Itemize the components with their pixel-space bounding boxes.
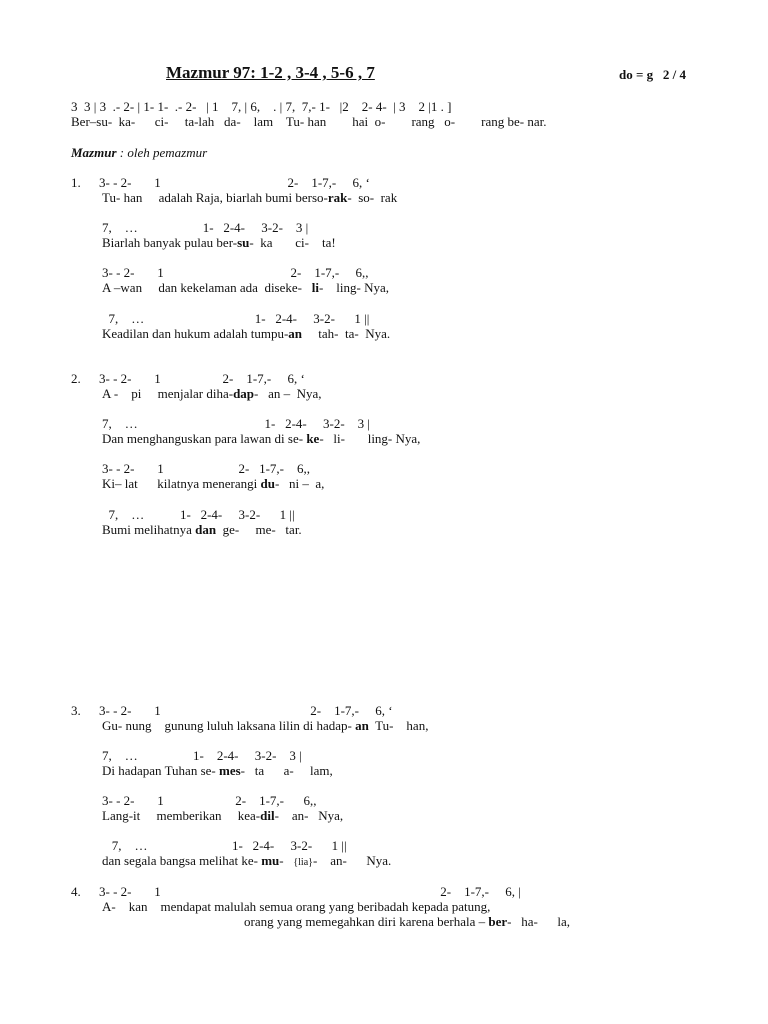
lyric-accent: rak (327, 190, 348, 205)
lyric-text: Biarlah banyak pulau ber- (102, 235, 238, 250)
lyric-accent: mu (261, 853, 280, 868)
verse-lyrics (244, 914, 570, 929)
verse-number: 1. (71, 175, 81, 190)
mazmur-label-bold: Mazmur (71, 145, 117, 160)
refrain-notes: 3 3 | 3 .- 2- | 1- 1- .- 2- | 1 7, | 6, . | 7, 7,- 1- |2 2- 4- | 3 2 |1 . ] (71, 99, 452, 114)
lyric-text: Ki– lat kilatnya menerangi (102, 476, 261, 491)
verse-notes: 3- - 2- 1 2- 1-7,- 6, ‘ (99, 703, 393, 718)
verse-notes: 7, … 1- 2-4- 3-2- 3 | (102, 416, 370, 431)
lyric-text: Dan menghanguskan para lawan di se- (102, 431, 307, 446)
lyric-alt-syllable: {lia} (293, 857, 313, 868)
verse-lyrics (102, 853, 391, 870)
verse-lyrics (102, 431, 420, 446)
verse-lyrics (102, 808, 343, 823)
verse-notes: 7, … 1- 2-4- 3-2- 1 || (102, 311, 370, 326)
lyric-text: - ka ci- ta! (249, 235, 336, 250)
lyric-text: ge- me- tar. (216, 522, 302, 537)
verse-notes: 7, … 1- 2-4- 3-2- 3 | (102, 748, 302, 763)
mazmur-label (71, 145, 207, 161)
verse-number: 3. (71, 703, 81, 718)
verse-notes: 7, … 1- 2-4- 3-2- 1 || (102, 507, 295, 522)
lyric-accent: dil (260, 808, 275, 823)
verse-number: 2. (71, 371, 81, 386)
lyric-accent: du (260, 476, 275, 491)
lyric-accent: dan (195, 522, 217, 537)
key-signature: do = g 2 / 4 (619, 67, 686, 82)
lyric-text: Gu- nung gunung luluh laksana lilin di hadap- (102, 718, 356, 733)
lyric-text: A - pi menjalar diha- (102, 386, 234, 401)
verse-notes: 3- - 2- 1 2- 1-7,- 6,, (102, 793, 317, 808)
lyric-text: - an – Nya, (254, 386, 322, 401)
lyric-text: tah- ta- Nya. (302, 326, 391, 341)
lyric-text: - (279, 853, 294, 868)
verse-notes: 3- - 2- 1 2- 1-7,- 6, ‘ (99, 175, 370, 190)
lyric-text: - an- Nya, (274, 808, 344, 823)
verse-notes: 3- - 2- 1 2- 1-7,- 6, ‘ (99, 371, 305, 386)
lyric-text: Keadilan dan hukum adalah tumpu- (102, 326, 289, 341)
lyric-text: A –wan dan kekelaman ada diseke- (102, 280, 312, 295)
lyric-text: Tu- han adalah Raja, biarlah bumi berso- (102, 190, 328, 205)
verse-notes: 3- - 2- 1 2- 1-7,- 6,, (102, 265, 369, 280)
verse-lyrics (102, 899, 490, 914)
lyric-accent: li (311, 280, 319, 295)
verse-lyrics (102, 522, 302, 537)
lyric-accent: ber (488, 914, 508, 929)
lyric-text: - ta a- lam, (240, 763, 333, 778)
lyric-text: - so- rak (347, 190, 398, 205)
lyric-text: Di hadapan Tuhan se- (102, 763, 219, 778)
verse-lyrics (102, 386, 322, 401)
lyric-accent: mes (219, 763, 241, 778)
lyric-accent: an (288, 326, 303, 341)
mazmur-label-rest: : oleh pemazmur (116, 145, 208, 160)
verse-lyrics (102, 190, 397, 205)
page-title: Mazmur 97: 1-2 , 3-4 , 5-6 , 7 (166, 63, 375, 82)
verse-notes: 7, … 1- 2-4- 3-2- 1 || (102, 838, 347, 853)
lyric-text: - ha- la, (507, 914, 570, 929)
lyric-text: orang yang memegahkan diri karena berhala – (244, 914, 489, 929)
verse-lyrics (102, 718, 428, 733)
verse-number: 4. (71, 884, 81, 899)
lyric-text: - ni – a, (274, 476, 325, 491)
lyric-accent: ke (306, 431, 320, 446)
lyric-text: Bumi melihatnya (102, 522, 196, 537)
lyric-text: Tu- han, (368, 718, 429, 733)
lyric-accent: su (237, 235, 250, 250)
lyric-text: Lang-it memberikan kea- (102, 808, 261, 823)
lyric-text: - ling- Nya, (318, 280, 390, 295)
verse-notes: 3- - 2- 1 2- 1-7,- 6,, (102, 461, 310, 476)
verse-notes: 3- - 2- 1 2- 1-7,- 6, | (99, 884, 521, 899)
verse-lyrics (102, 763, 333, 778)
lyric-text: dan segala bangsa melihat ke- (102, 853, 262, 868)
verse-lyrics (102, 280, 389, 295)
lyric-text: A- kan mendapat malulah semua orang yang beribadah kepada patung, (102, 899, 491, 914)
verse-lyrics (102, 326, 390, 341)
verse-notes: 7, … 1- 2-4- 3-2- 3 | (102, 220, 309, 235)
lyric-accent: an (355, 718, 369, 733)
refrain-lyrics: Ber–su- ka- ci- ta-lah da- lam Tu- han hai o- rang o- rang be- nar. (71, 114, 547, 129)
lyric-text: - an- Nya. (312, 853, 392, 868)
verse-lyrics (102, 476, 324, 491)
lyric-accent: dap (233, 386, 255, 401)
lyric-text: - li- ling- Nya, (319, 431, 421, 446)
verse-lyrics (102, 235, 336, 250)
